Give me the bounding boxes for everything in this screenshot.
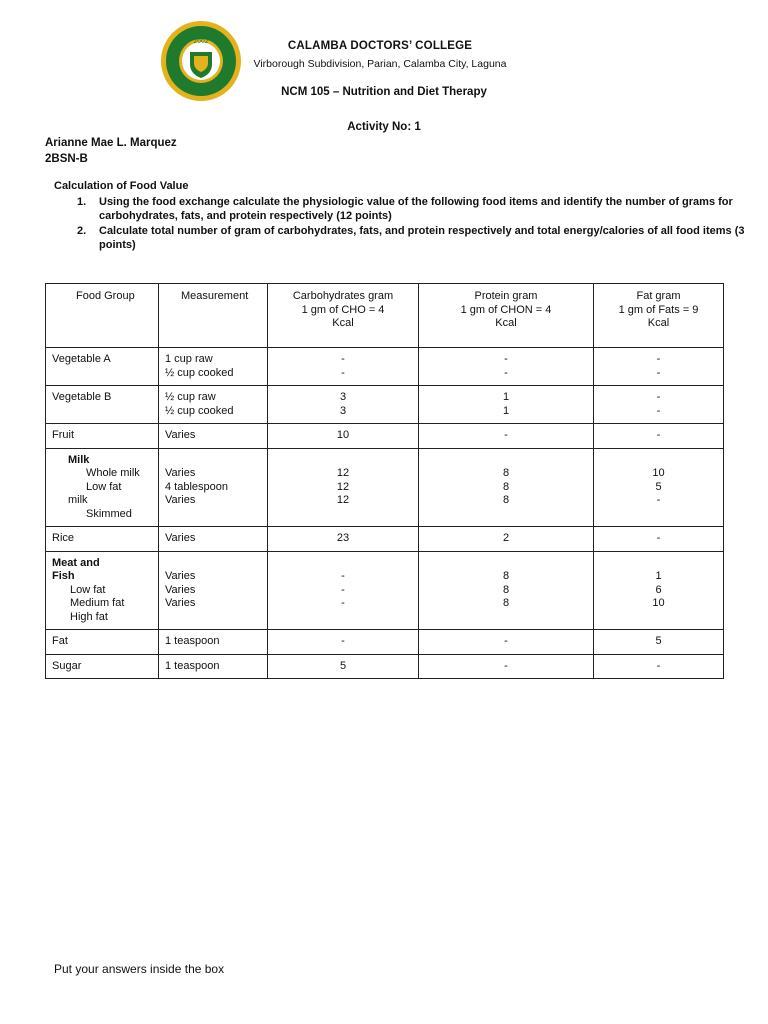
food-group-cell: Meat and Fish Low fat Medium fat High fat [46,551,159,630]
food-group-cell: Vegetable B [46,386,159,424]
table-row [46,348,724,386]
food-group-cell: Vegetable A [46,348,159,386]
measurement-cell: 1 teaspoon [159,630,268,655]
table-row [46,630,724,655]
protein-cell: - - [419,348,594,386]
table-row [46,654,724,679]
protein-cell: 8 8 8 [419,448,594,527]
measurement-cell: 1 teaspoon [159,654,268,679]
college-name: CALAMBA DOCTORS’ COLLEGE [287,40,473,52]
measurement-cell: Varies Varies Varies [159,551,268,630]
food-group-cell: Sugar [46,654,159,679]
cho-cell: 3 3 [268,386,419,424]
header-fat: Fat gram 1 gm of Fats = 9 Kcal [594,284,724,348]
food-value-table [45,283,724,679]
fat-cell: - [594,424,724,449]
measurement-cell: Varies [159,527,268,552]
instruction-text: Using the food exchange calculate the physiologic value of the following food items and identify the number of grams for carbohydrates, fats, and protein respectively (12 points) [99,196,733,222]
cho-cell: - [268,630,419,655]
table-row [46,448,724,527]
footer-note: Put your answers inside the box [54,962,225,976]
fat-cell: - [594,527,724,552]
food-group-cell: Milk Whole milk Low fat milk Skimmed [46,448,159,527]
table-row [46,551,724,630]
fat-cell: 5 [594,630,724,655]
header-protein: Protein gram 1 gm of CHON = 4 Kcal [419,284,594,348]
food-group-cell: Rice [46,527,159,552]
fat-cell: - - [594,348,724,386]
instruction-text: Calculate total number of gram of carbohydrates, fats, and protein respectively and total energy/calories of all food items (3 points) [99,225,745,251]
fat-cell: 10 5 - [594,448,724,527]
logo-year: 2002 [193,38,209,45]
student-section: 2BSN-B [45,153,88,165]
student-info [45,135,177,167]
fat-cell: 1 6 10 [594,551,724,630]
instruction-item [77,224,757,252]
header-carbohydrates: Carbohydrates gram 1 gm of CHO = 4 Kcal [268,284,419,348]
instruction-number: 2. [77,225,87,237]
cho-cell: 5 [268,654,419,679]
instructions-list [77,195,757,253]
college-address: Virborough Subdivision, Parian, Calamba City, Laguna [253,58,507,70]
student-name: Arianne Mae L. Marquez [45,137,177,149]
protein-cell: 8 8 8 [419,551,594,630]
measurement-cell: 1 cup raw ½ cup cooked [159,348,268,386]
protein-cell: - [419,424,594,449]
header-food-group: Food Group [46,284,159,348]
measurement-cell: ½ cup raw ½ cup cooked [159,386,268,424]
cho-cell: - - - [268,551,419,630]
table-row [46,386,724,424]
measurement-cell: Varies 4 tablespoon Varies [159,448,268,527]
protein-cell: 2 [419,527,594,552]
document-header [250,40,510,70]
instruction-number: 1. [77,196,87,208]
protein-cell: 1 1 [419,386,594,424]
cho-cell: 23 [268,527,419,552]
cho-cell: 12 12 12 [268,448,419,527]
cho-cell: - - [268,348,419,386]
protein-cell: - [419,654,594,679]
table-row [46,527,724,552]
table-row [46,424,724,449]
header-measurement: Measurement [159,284,268,348]
fat-cell: - - [594,386,724,424]
course-title: NCM 105 – Nutrition and Diet Therapy [281,86,487,98]
protein-cell: - [419,630,594,655]
measurement-cell: Varies [159,424,268,449]
section-title: Calculation of Food Value [54,180,189,192]
activity-number: Activity No: 1 [347,121,421,133]
food-group-cell: Fruit [46,424,159,449]
fat-cell: - [594,654,724,679]
table-header-row [46,284,724,348]
instruction-item [77,195,757,223]
cho-cell: 10 [268,424,419,449]
food-group-cell: Fat [46,630,159,655]
